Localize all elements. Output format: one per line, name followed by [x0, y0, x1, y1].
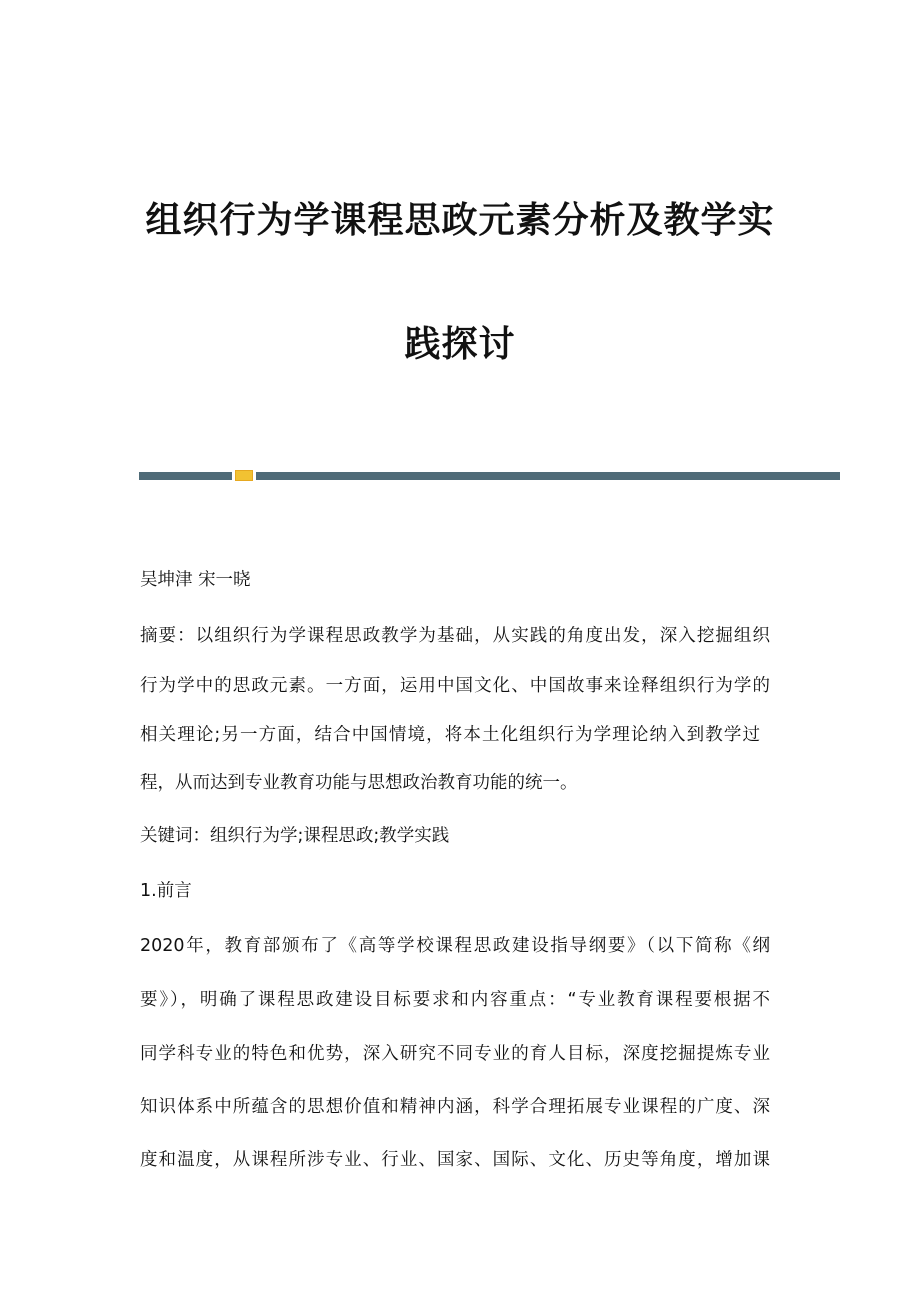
divider-ornament-icon: [235, 470, 253, 481]
abstract-line: 摘要：以组织行为学课程思政教学为基础，从实践的角度出发，深入挖掘组织: [140, 626, 770, 646]
body-line: 同学科专业的特色和优势，深入研究不同专业的育人目标，深度挖掘提炼专业: [140, 1044, 770, 1064]
abstract-line: 行为学中的思政元素。一方面，运用中国文化、中国故事来诠释组织行为学的: [140, 676, 770, 696]
body-line: 知识体系中所蕴含的思想价值和精神内涵，科学合理拓展专业课程的广度、深: [140, 1097, 770, 1117]
divider-right: [256, 472, 840, 480]
body-line: 2020年，教育部颁布了《高等学校课程思政建设指导纲要》（以下简称《纲: [140, 936, 770, 956]
title-line-1: 组织行为学课程思政元素分析及教学实: [145, 200, 775, 241]
keywords: 关键词：组织行为学;课程思政;教学实践: [140, 826, 450, 846]
body-line: 要》），明确了课程思政建设目标要求和内容重点：“专业教育课程要根据不: [140, 990, 770, 1010]
section-heading: 1.前言: [140, 881, 192, 901]
authors: 吴坤津 宋一晓: [140, 570, 251, 590]
abstract-line: 程，从而达到专业教育功能与思想政治教育功能的统一。: [140, 773, 578, 793]
abstract-line: 相关理论;另一方面，结合中国情境，将本土化组织行为学理论纳入到教学过: [140, 725, 760, 745]
divider-left: [139, 472, 232, 480]
body-line: 度和温度，从课程所涉专业、行业、国家、国际、文化、历史等角度，增加课: [140, 1150, 770, 1170]
title-line-2: 践探讨: [404, 324, 516, 365]
